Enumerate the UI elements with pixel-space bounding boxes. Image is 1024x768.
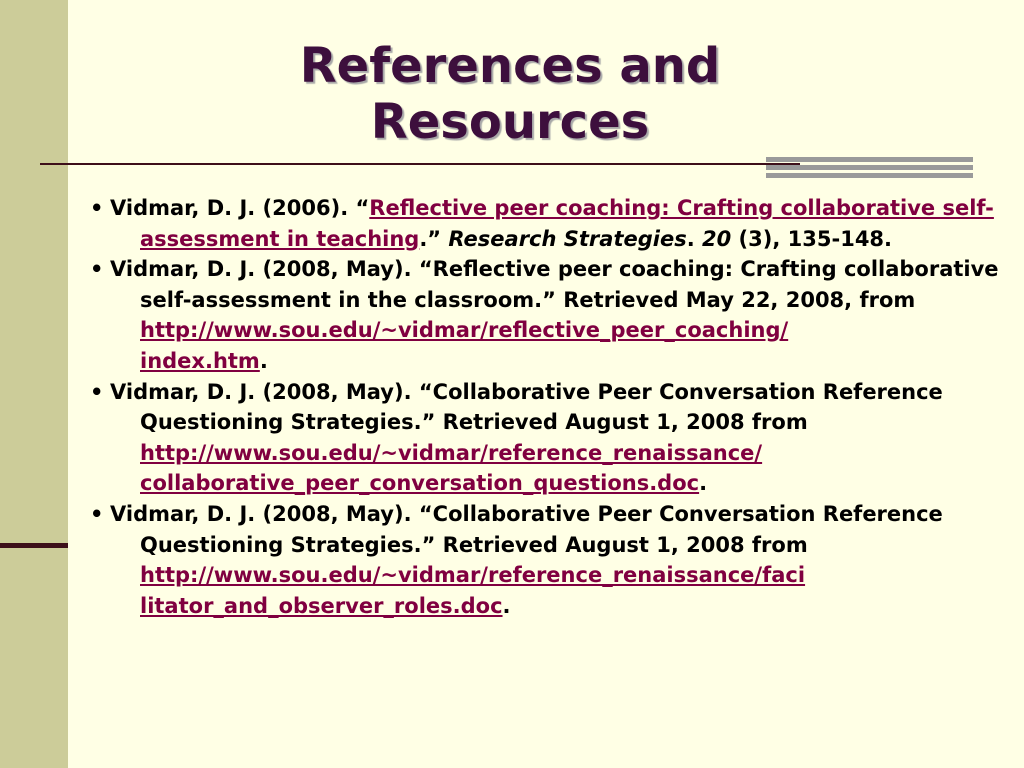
reference-text: (3), 135-148. bbox=[731, 226, 893, 251]
url-link-line-1: http://www.sou.edu/~vidmar/reference_renaissance/faci bbox=[140, 563, 806, 588]
journal-volume: 20 bbox=[702, 226, 732, 251]
sidebar-accent-line bbox=[0, 543, 68, 548]
reference-list bbox=[90, 193, 1020, 621]
url-link-line-2: litator_and_observer_roles.doc bbox=[140, 593, 503, 618]
bullet-icon: • bbox=[90, 196, 104, 220]
title-divider-gray-bars bbox=[766, 157, 973, 178]
reference-text: . bbox=[699, 471, 708, 496]
title-divider-line bbox=[40, 163, 800, 165]
reference-item bbox=[90, 254, 1020, 376]
bullet-icon: • bbox=[90, 257, 104, 282]
url-link[interactable] bbox=[140, 563, 805, 618]
url-link-line-1: http://www.sou.edu/~vidmar/reference_renaissance/ bbox=[140, 440, 763, 465]
left-sidebar-band bbox=[0, 0, 68, 768]
reference-text: .” bbox=[419, 226, 449, 251]
slide-title bbox=[130, 38, 890, 150]
slide-title-line-2: Resources bbox=[370, 94, 650, 150]
reference-text: Vidmar, D. J. (2008, May). “Collaborative Peer Conversation Reference Questioning Strategies.” Retrieved August 1, 2008 from bbox=[110, 379, 943, 435]
reference-item bbox=[90, 193, 1020, 254]
reference-text: . bbox=[686, 226, 703, 251]
journal-name: Research Strategies bbox=[448, 226, 687, 251]
bullet-icon: • bbox=[90, 379, 104, 404]
reference-item bbox=[90, 499, 1020, 621]
url-link[interactable] bbox=[140, 318, 788, 373]
reference-text: . bbox=[502, 593, 511, 618]
reference-text: Vidmar, D. J. (2008, May). “Collaborative Peer Conversation Reference Questioning Strategies.” Retrieved August 1, 2008 from bbox=[110, 501, 943, 557]
url-link-line-2: index.htm bbox=[140, 348, 260, 373]
reference-lead: Vidmar, D. J. (2006). “ bbox=[110, 196, 370, 220]
url-link-line-1: http://www.sou.edu/~vidmar/reflective_peer_coaching/ bbox=[140, 318, 789, 343]
reference-item bbox=[90, 377, 1020, 499]
reference-text: . bbox=[259, 348, 268, 373]
bullet-icon: • bbox=[90, 501, 104, 526]
slide-title-line-1: References and bbox=[299, 38, 721, 94]
url-link-line-2: collaborative_peer_conversation_questions.doc bbox=[140, 471, 700, 496]
url-link[interactable] bbox=[140, 441, 762, 496]
reference-text: Vidmar, D. J. (2008, May). “Reflective peer coaching: Crafting collaborative self-assessment in the classroom.” Retrieved May 22, 2008, from bbox=[110, 257, 999, 312]
article-link[interactable]: Reflective peer coaching: Crafting collaborative self-assessment in teaching bbox=[140, 196, 994, 251]
